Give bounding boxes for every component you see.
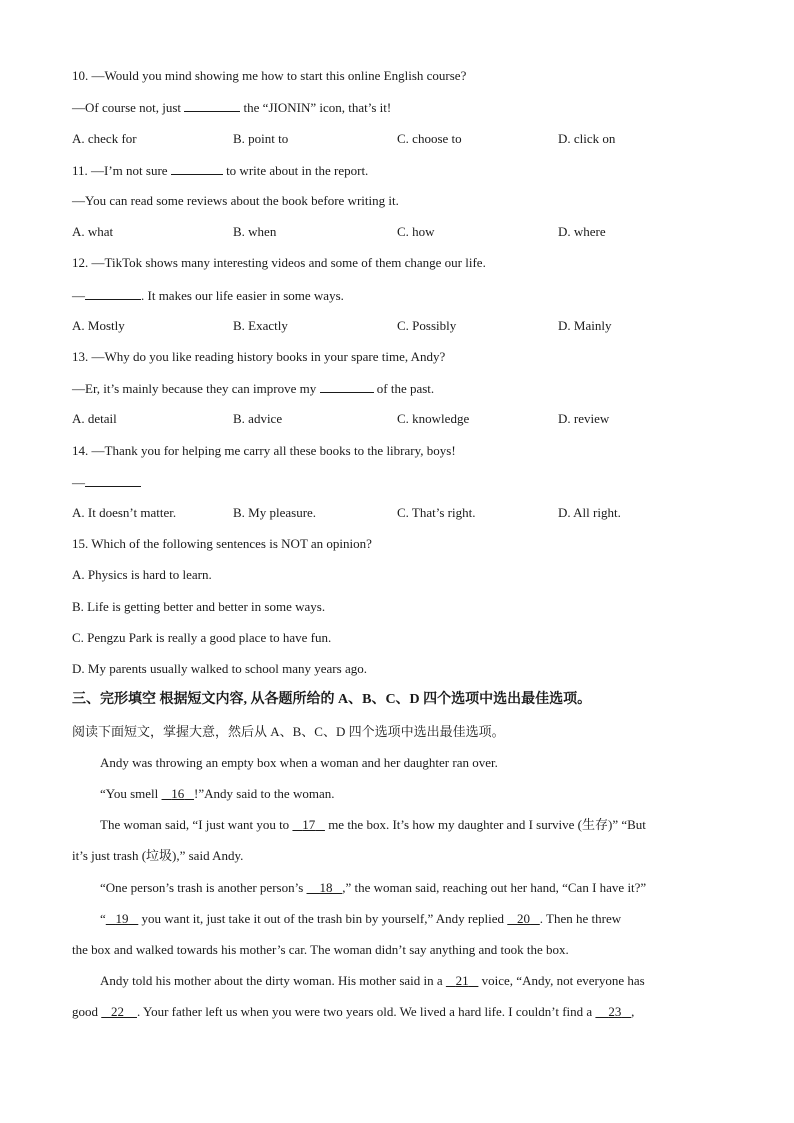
blank-17-number: 17 <box>302 817 316 832</box>
q10-option-a[interactable]: A. check for <box>72 131 137 146</box>
blank-19[interactable] <box>106 911 139 926</box>
answer-blank <box>85 287 141 300</box>
q12-option-d[interactable]: D. Mainly <box>558 318 612 333</box>
answer-blank <box>184 99 240 112</box>
question-12: 12. —TikTok shows many interesting videos and some of them change our life. <box>72 255 486 270</box>
blank-22[interactable] <box>101 1004 137 1019</box>
q13-option-a[interactable]: A. detail <box>72 411 117 426</box>
blank-23-number: 23 <box>608 1004 622 1019</box>
q14-option-c[interactable]: C. That’s right. <box>397 505 476 520</box>
answer-suffix: of the past. <box>376 381 435 396</box>
q10-option-c[interactable]: C. choose to <box>397 131 462 146</box>
passage-text: “You smell <box>100 786 159 801</box>
q15-option-c[interactable]: C. Pengzu Park is really a good place to have fun. <box>72 630 332 645</box>
q10-option-b[interactable]: B. point to <box>233 131 289 146</box>
passage-paragraph-6 <box>100 973 645 989</box>
answer-prefix: —Of course not, just <box>72 100 182 115</box>
blank-23[interactable] <box>595 1004 631 1019</box>
q11-option-d[interactable]: D. where <box>558 224 606 239</box>
passage-paragraph-1: Andy was throwing an empty box when a woman and her daughter ran over. <box>100 755 498 770</box>
q15-option-b[interactable]: B. Life is getting better and better in some ways. <box>72 599 326 614</box>
q14-option-b[interactable]: B. My pleasure. <box>233 505 317 520</box>
section-heading: 三、完形填空 根据短文内容, 从各题所给的 A、B、C、D 四个选项中选出最佳选项。 <box>72 692 592 707</box>
passage-text: you want it, just take it out of the trash bin by yourself,” Andy replied <box>141 911 505 926</box>
q14-option-a[interactable]: A. It doesn’t matter. <box>72 505 177 520</box>
blank-16[interactable] <box>162 786 195 801</box>
q13-option-b[interactable]: B. advice <box>233 411 283 426</box>
passage-text: The woman said, “I just want you to <box>100 817 290 832</box>
q13-option-d[interactable]: D. review <box>558 411 610 426</box>
passage-paragraph-4 <box>100 880 646 896</box>
answer-prefix: — <box>72 475 85 490</box>
passage-paragraph-3-cont: it’s just trash (垃圾),” said Andy. <box>72 848 244 863</box>
passage-paragraph-6-cont <box>72 1004 634 1020</box>
blank-16-number: 16 <box>171 786 185 801</box>
blank-21-number: 21 <box>455 973 469 988</box>
passage-paragraph-5-cont: the box and walked towards his mother’s car. The woman didn’t say anything and took the box. <box>72 942 569 957</box>
question-prefix: 11. —I’m not sure <box>72 163 168 178</box>
section-instruction: 阅读下面短文，掌握大意，然后从 A、B、C、D 四个选项中选出最佳选项。 <box>72 724 505 739</box>
passage-text: , <box>631 1004 635 1019</box>
question-14: 14. —Thank you for helping me carry all these books to the library, boys! <box>72 443 456 458</box>
passage-text: Andy told his mother about the dirty woman. His mother said in a <box>100 973 443 988</box>
q12-option-a[interactable]: A. Mostly <box>72 318 125 333</box>
question-13: 13. —Why do you like reading history books in your spare time, Andy? <box>72 349 446 364</box>
question-11-answer: —You can read some reviews about the book before writing it. <box>72 193 399 208</box>
question-10: 10. —Would you mind showing me how to start this online English course? <box>72 68 467 83</box>
q14-option-d[interactable]: D. All right. <box>558 505 621 520</box>
blank-21[interactable] <box>446 973 479 988</box>
answer-blank <box>320 380 374 393</box>
q12-option-b[interactable]: B. Exactly <box>233 318 288 333</box>
blank-17[interactable] <box>292 817 325 832</box>
passage-paragraph-2 <box>100 786 334 802</box>
question-suffix: to write about in the report. <box>226 163 369 178</box>
passage-text: “ <box>100 911 106 926</box>
passage-text: . Your father left us when you were two years old. We lived a hard life. I couldn’t find a <box>137 1004 593 1019</box>
passage-text: voice, “Andy, not everyone has <box>481 973 645 988</box>
passage-paragraph-3 <box>100 817 646 833</box>
answer-prefix: —Er, it’s mainly because they can improve my <box>72 381 317 396</box>
question-10-answer-line <box>72 99 391 116</box>
blank-20[interactable] <box>507 911 540 926</box>
passage-text: good <box>72 1004 98 1019</box>
question-12-answer-line <box>72 287 344 304</box>
question-13-answer-line <box>72 380 434 397</box>
q11-option-a[interactable]: A. what <box>72 224 114 239</box>
q15-option-a[interactable]: A. Physics is hard to learn. <box>72 567 212 582</box>
q10-option-d[interactable]: D. click on <box>558 131 616 146</box>
blank-20-number: 20 <box>517 911 531 926</box>
question-15: 15. Which of the following sentences is NOT an opinion? <box>72 536 372 551</box>
passage-paragraph-5 <box>100 911 621 927</box>
q11-option-b[interactable]: B. when <box>233 224 277 239</box>
q13-option-c[interactable]: C. knowledge <box>397 411 470 426</box>
answer-suffix: . It makes our life easier in some ways. <box>141 288 344 303</box>
q12-option-c[interactable]: C. Possibly <box>397 318 457 333</box>
q11-option-c[interactable]: C. how <box>397 224 435 239</box>
passage-text: me the box. It’s how my daughter and I survive (生存)” “But <box>328 817 646 832</box>
question-blank <box>171 162 223 175</box>
passage-text: . Then he threw <box>539 911 622 926</box>
answer-prefix: — <box>72 288 85 303</box>
q15-option-d[interactable]: D. My parents usually walked to school many years ago. <box>72 661 367 676</box>
passage-text: !”Andy said to the woman. <box>194 786 335 801</box>
blank-19-number: 19 <box>115 911 129 926</box>
passage-text: ,” the woman said, reaching out her hand, “Can I have it?” <box>342 880 647 895</box>
blank-22-number: 22 <box>111 1004 124 1019</box>
answer-suffix: the “JIONIN” icon, that’s it! <box>243 100 392 115</box>
blank-18-number: 18 <box>319 880 333 895</box>
question-14-answer-line <box>72 474 141 491</box>
passage-text: “One person’s trash is another person’s <box>100 880 304 895</box>
answer-blank <box>85 474 141 487</box>
question-11 <box>72 162 368 179</box>
blank-18[interactable] <box>307 880 343 895</box>
